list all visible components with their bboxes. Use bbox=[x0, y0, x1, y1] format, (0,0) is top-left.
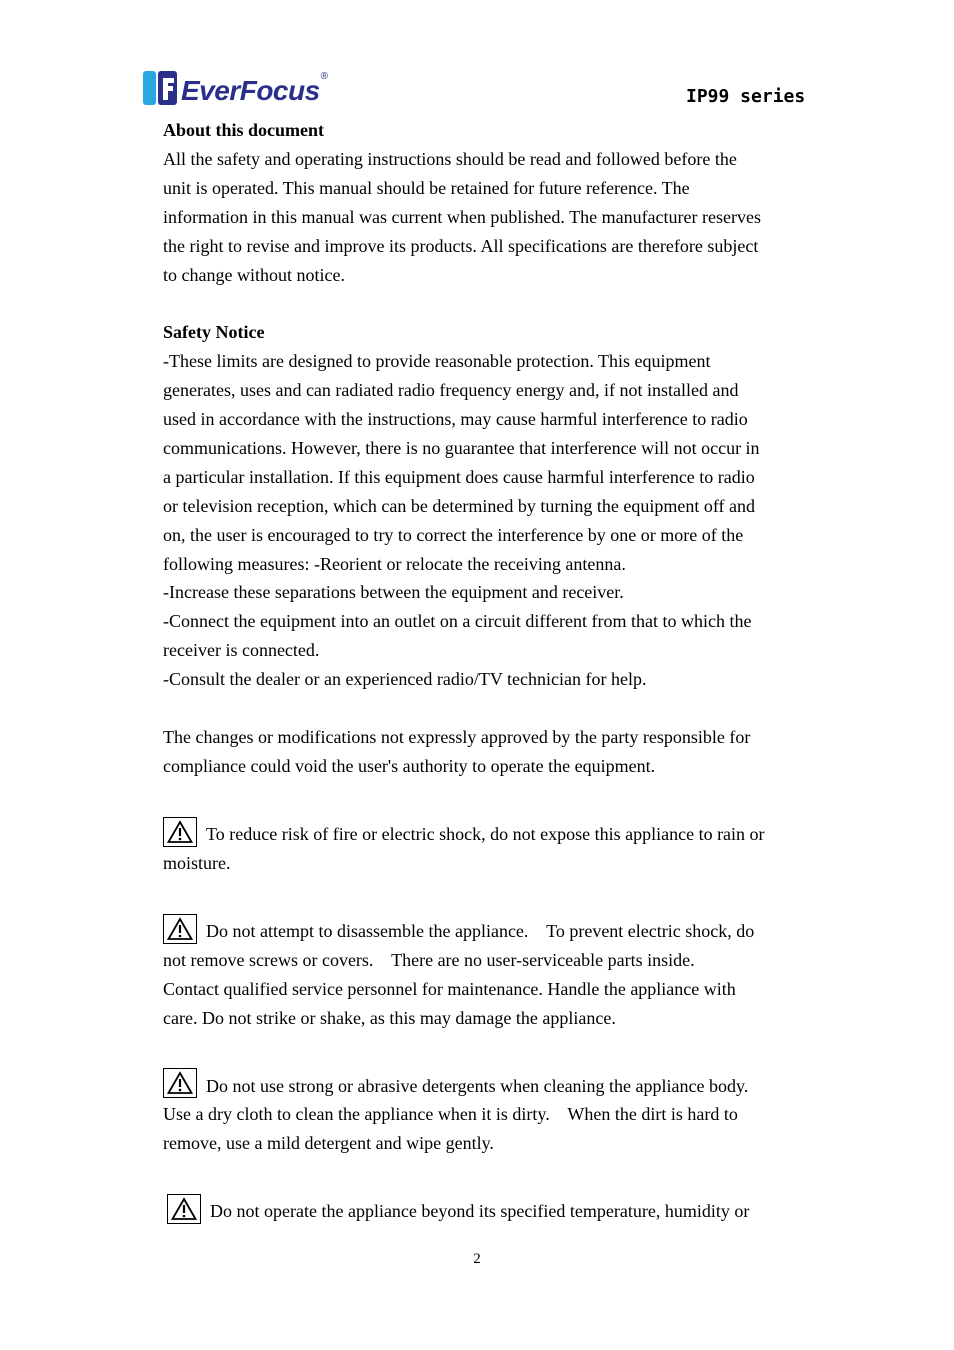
spacer bbox=[163, 694, 813, 723]
text-line: not remove screws or covers. There are no user-serviceable parts inside. bbox=[163, 949, 695, 970]
text-line: used in accordance with the instructions, may cause harmful interference to radio bbox=[163, 409, 748, 430]
text-line: Use a dry cloth to clean the appliance when it is dirty. When the dirt is hard to bbox=[163, 1104, 738, 1125]
series-label: IP99 series bbox=[686, 86, 806, 107]
warning-block bbox=[163, 1194, 813, 1226]
text-line: or television reception, which can be determined by turning the equipment off and bbox=[163, 495, 755, 516]
text-line: receiver is connected. bbox=[163, 640, 320, 661]
text-line: The changes or modifications not expressly approved by the party responsible for bbox=[163, 727, 751, 747]
text-line: compliance could void the user's authority to operate the equipment. bbox=[163, 755, 656, 776]
text-line: the right to revise and improve its products. All specifications are therefore subject bbox=[163, 235, 759, 256]
everfocus-logo bbox=[143, 67, 328, 107]
page-number: 2 bbox=[473, 1251, 481, 1267]
text-line: to change without notice. bbox=[163, 264, 345, 285]
text-line: All the safety and operating instructions should be read and followed before the bbox=[163, 148, 737, 169]
text-line: following measures: -Reorient or relocate the receiving antenna. bbox=[163, 553, 626, 574]
text-line: care. Do not strike or shake, as this may damage the appliance. bbox=[163, 1007, 616, 1028]
text-line: moisture. bbox=[163, 852, 231, 873]
text-line: -Consult the dealer or an experienced radio/TV technician for help. bbox=[163, 669, 647, 690]
warning-text-first: Do not attempt to disassemble the appliance. To prevent electric shock, do bbox=[206, 920, 755, 941]
everfocus-logo-icon bbox=[143, 69, 177, 107]
warning-triangle-icon bbox=[167, 1194, 201, 1224]
text-line: -These limits are designed to provide reasonable protection. This equipment bbox=[163, 351, 711, 372]
spacer bbox=[163, 781, 813, 817]
registered-mark: ® bbox=[320, 71, 329, 82]
changes-paragraph bbox=[163, 723, 813, 781]
text-line: a particular installation. If this equipment does cause harmful interference to radio bbox=[163, 466, 755, 487]
warning-triangle-icon bbox=[163, 1068, 197, 1098]
text-line: remove, use a mild detergent and wipe gently. bbox=[163, 1133, 494, 1154]
text-line: communications. However, there is no guarantee that interference will not occur in bbox=[163, 437, 760, 458]
spacer bbox=[163, 289, 813, 318]
text-line: -Increase these separations between the equipment and receiver. bbox=[163, 582, 624, 603]
text-line: unit is operated. This manual should be retained for future reference. The bbox=[163, 177, 690, 198]
warning-triangle-icon bbox=[163, 914, 197, 944]
text-line: -Connect the equipment into an outlet on a circuit different from that to which the bbox=[163, 611, 752, 632]
text-line: information in this manual was current when published. The manufacturer reserves bbox=[163, 206, 761, 227]
document-body bbox=[163, 116, 813, 1226]
safety-paragraph bbox=[163, 347, 813, 694]
spacer bbox=[163, 878, 813, 914]
warning-block bbox=[163, 1068, 813, 1158]
safety-heading: Safety Notice bbox=[163, 322, 265, 343]
text-line: on, the user is encouraged to try to correct the interference by one or more of the bbox=[163, 524, 744, 545]
spacer bbox=[163, 1032, 813, 1068]
warning-block bbox=[163, 914, 813, 1033]
text-line: Contact qualified service personnel for maintenance. Handle the appliance with bbox=[163, 978, 736, 999]
brand-name: EverFocus bbox=[181, 75, 320, 106]
warning-text-first: Do not use strong or abrasive detergents when cleaning the appliance body. bbox=[206, 1075, 749, 1096]
warning-text-first: Do not operate the appliance beyond its specified temperature, humidity or bbox=[210, 1201, 750, 1222]
warning-triangle-icon bbox=[163, 817, 197, 847]
warning-block bbox=[163, 817, 813, 878]
spacer bbox=[163, 1158, 813, 1194]
warning-text-first: To reduce risk of fire or electric shock, do not expose this appliance to rain or bbox=[206, 823, 765, 844]
about-heading: About this document bbox=[163, 120, 325, 140]
about-paragraph bbox=[163, 145, 813, 290]
text-line: generates, uses and can radiated radio frequency energy and, if not installed and bbox=[163, 380, 739, 401]
